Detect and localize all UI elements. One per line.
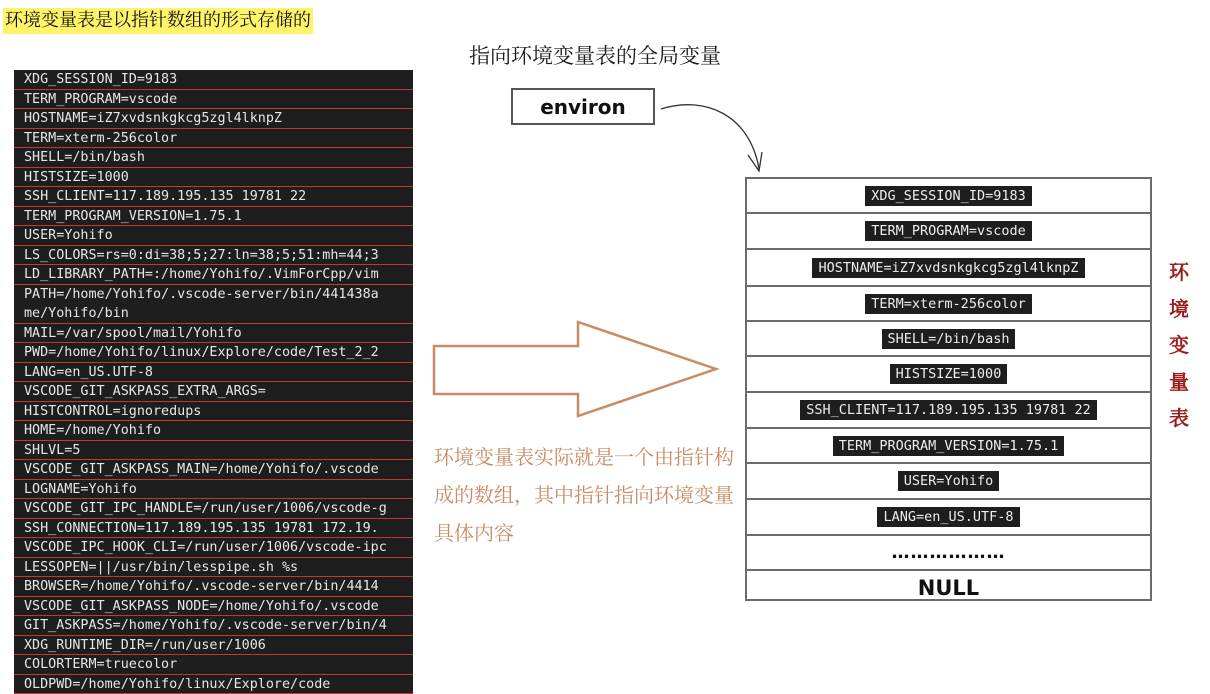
table-row [747,287,1150,322]
terminal-line: VSCODE_GIT_ASKPASS_NODE=/home/Yohifo/.vscode [14,597,413,617]
note-text: 环境变量表实际就是一个由指针构成的数组，其中指针指向环境变量具体内容 [434,445,734,545]
terminal-line: TERM=xterm-256color [14,129,413,149]
terminal-line: LESSOPEN=||/usr/bin/lesspipe.sh %s [14,558,413,578]
environ-box [511,88,655,125]
terminal-line: VSCODE_GIT_IPC_HANDLE=/run/user/1006/vscode-g [14,499,413,519]
terminal-line: LD_LIBRARY_PATH=:/home/Yohifo/.VimForCpp/vim [14,265,413,285]
table-row [747,500,1150,536]
terminal-env-listing [14,70,413,694]
table-entry: TERM=xterm-256color [865,294,1031,314]
side-label-char: 表 [1169,406,1189,430]
terminal-line: LS_COLORS=rs=0:di=38;5;27:ln=38;5;51:mh=44;3 [14,246,413,266]
terminal-line: LANG=en_US.UTF-8 [14,363,413,383]
environ-label: environ [540,94,626,119]
terminal-line: BROWSER=/home/Yohifo/.vscode-server/bin/4414 [14,577,413,597]
table-entry: LANG=en_US.UTF-8 [877,507,1019,527]
terminal-line: VSCODE_IPC_HOOK_CLI=/run/user/1006/vscode-ipc [14,538,413,558]
terminal-line: SSH_CLIENT=117.189.195.135 19781 22 [14,187,413,207]
terminal-line: LOGNAME=Yohifo [14,480,413,500]
terminal-line: HOSTNAME=iZ7xvdsnkgkcg5zgl4lknpZ [14,109,413,129]
terminal-line: XDG_RUNTIME_DIR=/run/user/1006 [14,636,413,656]
table-row [747,322,1150,357]
table-entry: SSH_CLIENT=117.189.195.135 19781 22 [800,400,1096,420]
side-label-char: 变 [1169,333,1189,357]
table-row [747,214,1150,250]
ellipsis-text: ……………… [891,542,1006,563]
terminal-line: VSCODE_GIT_ASKPASS_MAIN=/home/Yohifo/.vscode [14,460,413,480]
table-entry: TERM_PROGRAM_VERSION=1.75.1 [833,436,1064,456]
table-row [747,179,1150,214]
table-entry: TERM_PROGRAM=vscode [865,221,1031,241]
terminal-line: USER=Yohifo [14,226,413,246]
terminal-line: SSH_CONNECTION=117.189.195.135 19781 172.19. [14,519,413,539]
terminal-line: SHLVL=5 [14,441,413,461]
terminal-line: SHELL=/bin/bash [14,148,413,168]
pointer-label: 指向环境变量表的全局变量 [469,44,721,68]
terminal-line: COLORTERM=truecolor [14,655,413,675]
terminal-line: PWD=/home/Yohifo/linux/Explore/code/Test_2_2 [14,343,413,363]
terminal-line: PATH=/home/Yohifo/.vscode-server/bin/441438a me/Yohifo/bin [14,285,413,324]
terminal-line: MAIL=/var/spool/mail/Yohifo [14,324,413,344]
curve-arrow-path [661,105,759,169]
table-entry: HISTSIZE=1000 [890,364,1008,384]
side-label [1167,254,1191,437]
table-entry: XDG_SESSION_ID=9183 [865,186,1031,206]
side-label-char: 环 [1169,260,1189,284]
terminal-line: HISTSIZE=1000 [14,168,413,188]
null-row [747,571,1150,605]
null-text: NULL [917,576,980,600]
terminal-line: TERM_PROGRAM_VERSION=1.75.1 [14,207,413,227]
terminal-line: XDG_SESSION_ID=9183 [14,70,413,90]
table-row [747,250,1150,287]
ellipsis-row [747,536,1150,571]
terminal-line: TERM_PROGRAM=vscode [14,90,413,110]
side-label-char: 境 [1169,296,1189,321]
env-pointer-table [745,177,1152,601]
big-right-arrow [430,318,725,423]
curve-arrow [655,95,775,180]
side-label-char: 量 [1169,369,1189,394]
terminal-line: HISTCONTROL=ignoredups [14,402,413,422]
table-entry: HOSTNAME=iZ7xvdsnkgkcg5zgl4lknpZ [812,258,1084,278]
terminal-line: VSCODE_GIT_ASKPASS_EXTRA_ARGS= [14,382,413,402]
terminal-line: OLDPWD=/home/Yohifo/linux/Explore/code [14,675,413,694]
headline: 环境变量表是以指针数组的形式存储的 [3,8,313,34]
table-row [747,429,1150,464]
terminal-line: HOME=/home/Yohifo [14,421,413,441]
table-entry: SHELL=/bin/bash [882,329,1016,349]
table-entry: USER=Yohifo [898,471,999,491]
table-row [747,357,1150,393]
table-row [747,464,1150,500]
terminal-line: GIT_ASKPASS=/home/Yohifo/.vscode-server/bin/4 [14,616,413,636]
table-row [747,393,1150,429]
